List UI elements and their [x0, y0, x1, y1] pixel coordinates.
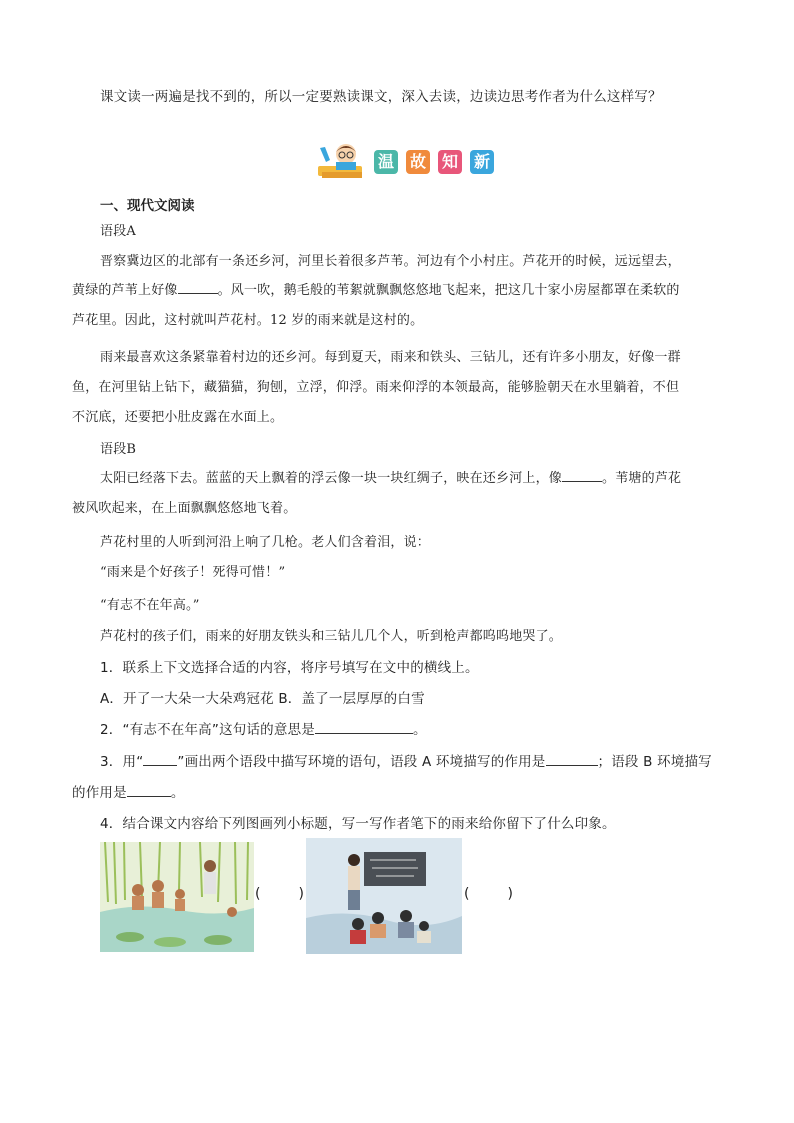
segment-a-label: 语段A: [100, 224, 136, 239]
underline-sample: [143, 753, 177, 766]
illustration-swimming: [100, 842, 254, 952]
text-run: 。风一吹，鹅毛般的苇絮就飘飘悠悠地飞起来，把这几十家小房屋都罩在柔软的: [217, 283, 680, 298]
text-run: 太阳已经落下去。蓝蓝的天上飘着的浮云像一块一块红绸子，映在还乡河上，像: [100, 471, 563, 486]
segment-b-line: 芦花村的孩子们，雨来的好朋友铁头和三钻儿几个人，听到枪声都呜呜地哭了。: [100, 629, 563, 644]
text-run: 。: [170, 785, 185, 801]
question-2: [100, 718, 427, 738]
text-run: 3．用“: [100, 754, 144, 770]
segment-b-line: 芦花村里的人听到河沿上响了几枪。老人们含着泪，说：: [100, 535, 431, 550]
segment-b-line: 被风吹起来，在上面飘飘悠悠地飞着。: [72, 501, 297, 516]
answer-paren[interactable]: [255, 886, 304, 902]
boy-reading-icon: [316, 138, 372, 186]
text-run: ”画出两个语段中描写环境的语句，语段 A 环境描写的作用是: [177, 754, 546, 770]
segment-a-line: 鱼，在河里钻上钻下，藏猫猫，狗刨，立浮，仰浮。雨来仰浮的本领最高，能够脸朝天在水里躺着，不但: [72, 380, 680, 395]
answer-blank[interactable]: [315, 721, 413, 734]
answer-paren[interactable]: [464, 886, 513, 902]
segment-a-line: 雨来最喜欢这条紧靠着村边的还乡河。每到夏天，雨来和铁头、三钻儿，还有许多小朋友，好像一群: [100, 350, 681, 365]
segment-b-label: 语段B: [100, 442, 137, 457]
text-run: 。: [412, 722, 427, 738]
segment-b-quote: “有志不在年高。”: [100, 598, 200, 613]
answer-blank[interactable]: [546, 753, 598, 766]
banner-char: 故: [406, 150, 430, 174]
segment-a-line: 晋察冀边区的北部有一条还乡河，河里长着很多芦苇。河边有个小村庄。芦花开的时候，远远望去，: [100, 254, 681, 269]
segment-a-line: 不沉底，还要把小肚皮露在水面上。: [72, 410, 284, 425]
text-run: 2．“有志不在年高”这句话的意思是: [100, 722, 315, 738]
question-1-options: A．开了一大朵一大朵鸡冠花 B．盖了一层厚厚的白雪: [100, 691, 425, 707]
segment-a-line: [72, 279, 680, 298]
section-title: 一、现代文阅读: [100, 198, 195, 214]
text-run: 的作用是: [72, 785, 127, 801]
text-run: 黄绿的芦苇上好像: [72, 283, 178, 298]
intro-text: 课文读一两遍是找不到的，所以一定要熟读课文，深入去读，边读边思考作者为什么这样写？: [100, 89, 662, 105]
answer-blank[interactable]: [127, 784, 171, 797]
banner-char: 新: [470, 150, 494, 174]
text-run: ；语段 B 环境描写: [597, 754, 712, 770]
answer-blank[interactable]: [178, 281, 218, 294]
banner-char: 温: [374, 150, 398, 174]
question-4: 4．结合课文内容给下列图画列小标题，写一写作者笔下的雨来给你留下了什么印象。: [100, 816, 616, 832]
answer-blank[interactable]: [562, 469, 602, 482]
segment-b-line: [100, 467, 681, 486]
text-run: 。苇塘的芦花: [602, 471, 682, 486]
paren-close: ): [298, 886, 304, 902]
review-banner: [316, 138, 506, 186]
banner-char: 知: [438, 150, 462, 174]
paren-close: ): [507, 886, 513, 902]
illustration-classroom: [306, 838, 462, 954]
question-3-cont: [72, 781, 185, 801]
segment-b-quote: “雨来是个好孩子！死得可惜！”: [100, 565, 286, 580]
paren-open: (: [255, 886, 261, 902]
question-1: 1．联系上下文选择合适的内容，将序号填写在文中的横线上。: [100, 660, 479, 676]
paren-open: (: [464, 886, 470, 902]
question-3: [100, 750, 712, 770]
segment-a-line: 芦花里。因此，这村就叫芦花村。12 岁的雨来就是这村的。: [72, 313, 424, 328]
